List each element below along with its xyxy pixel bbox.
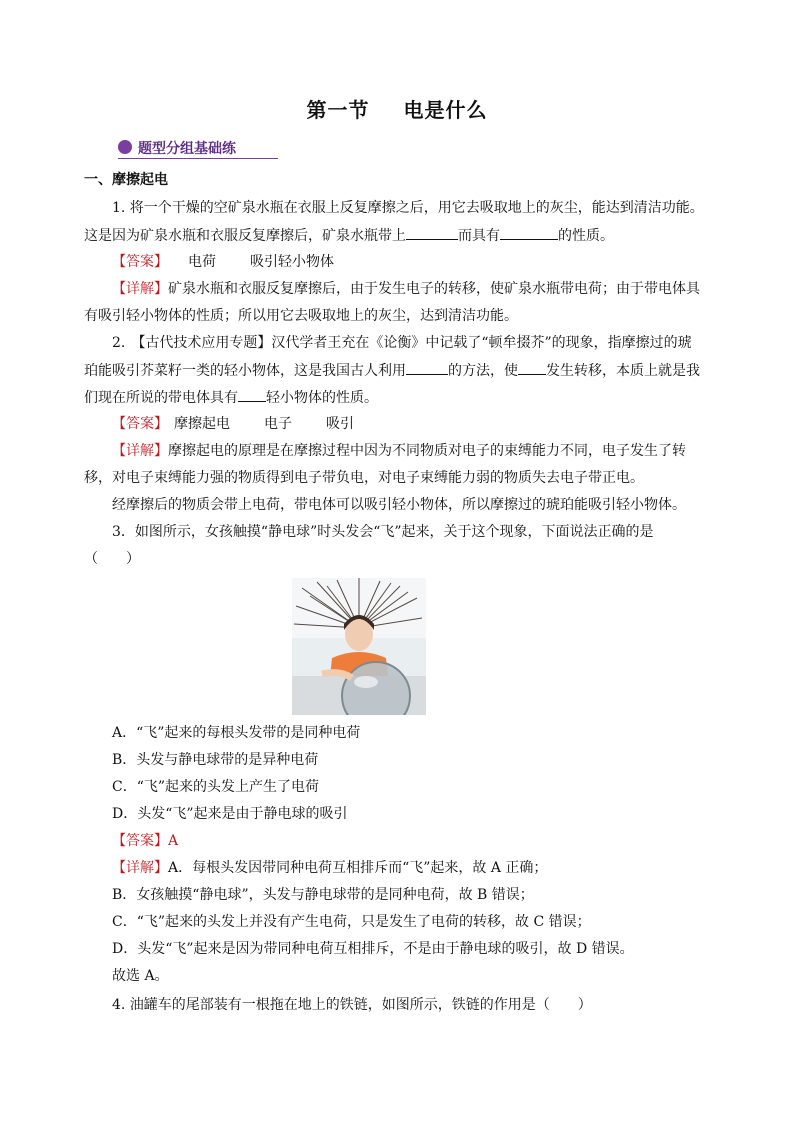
q4-stem-line1: 4. 油罐车的尾部装有一根拖在地上的铁链，如图所示，铁链的作用是（ ） <box>112 997 592 1013</box>
q3-option-a: A．“飞”起来的每根头发带的是同种电荷 <box>112 725 361 741</box>
q1-detail-line1: 【详解】矿泉水瓶和衣服反复摩擦后，由于发生电子的转移，使矿泉水瓶带电荷；由于带电体具 <box>112 281 700 297</box>
q3-option-c: C．“飞”起来的头发上产生了电荷 <box>112 779 320 795</box>
answer-blank <box>518 360 546 375</box>
q2-detail-line2: 移，对电子束缚能力强的物质得到电子带负电，对电子束缚能力弱的物质失去电子带正电。 <box>84 470 644 486</box>
section-banner <box>118 138 278 159</box>
q3-option-b: B．头发与静电球带的是异种电荷 <box>112 752 319 768</box>
answer-tag: 【答案】 <box>112 254 168 270</box>
static-ball-photo <box>292 578 426 715</box>
q2-detail-line3: 经摩擦后的物质会带上电荷，带电体可以吸引轻小物体，所以摩擦过的琥珀能吸引轻小物体。 <box>112 497 686 513</box>
q3-option-d: D．头发“飞”起来是由于静电球的吸引 <box>112 806 348 822</box>
q3-detail-line1: 【详解】A．每根头发因带同种电荷互相排斥而“飞”起来，故 A 正确； <box>112 860 548 876</box>
q2-answer: 【答案】 摩擦起电 电子 吸引 <box>112 416 354 432</box>
q2-detail-line1: 【详解】摩擦起电的原理是在摩擦过程中因为不同物质对电子的束缚能力不同，电子发生了转 <box>112 443 686 459</box>
title-section-number: 第一节 <box>306 98 370 122</box>
q1-stem-line1: 1. 将一个干燥的空矿泉水瓶在衣服上反复摩擦之后，用它去吸取地上的灰尘，能达到清洁功能。 <box>112 200 704 216</box>
q1-answer: 【答案】 电荷 吸引轻小物体 <box>112 254 334 270</box>
q3-conclusion: 故选 A。 <box>112 968 169 984</box>
q3-stem-line2: （ ） <box>84 551 140 567</box>
q1-stem-line2: 这是因为矿泉水瓶和衣服反复摩擦后，矿泉水瓶带上 而具有 的性质。 <box>84 225 614 246</box>
q2-stem-line2: 珀能吸引芥菜籽一类的轻小物体，这是我国古人利用 的方法，使 发生转移，本质上就是我 <box>84 360 700 381</box>
q3-detail-line3: C．“飞”起来的头发上并没有产生电荷，只是发生了电荷的转移，故 C 错误； <box>112 914 591 930</box>
answer-blank <box>406 225 458 240</box>
answer-blank <box>406 360 448 375</box>
q3-stem-line1: 3．如图所示，女孩触摸“静电球”时头发会“飞”起来，关于这个现象，下面说法正确的是 <box>112 524 654 540</box>
q2-stem-line3: 们现在所说的带电体具有 轻小物体的性质。 <box>84 387 378 408</box>
detail-tag: 【详解】 <box>112 281 168 297</box>
q3-answer: 【答案】A <box>112 833 179 849</box>
answer-blank <box>500 225 558 240</box>
title-topic: 电是什么 <box>403 98 488 122</box>
answer-blank <box>238 387 266 402</box>
detail-tag: 【详解】 <box>112 443 168 459</box>
q1-detail-line2: 有吸引轻小物体的性质；所以用它去吸取地上的灰尘，达到清洁功能。 <box>84 308 518 324</box>
page-title <box>0 94 794 123</box>
subsection-heading: 一、摩擦起电 <box>84 172 168 188</box>
bullet-dot-icon <box>118 140 132 154</box>
answer-tag: 【答案】 <box>112 833 168 849</box>
girl-static-ball-image <box>292 578 426 715</box>
q3-detail-line4: D．头发“飞”起来是因为带同种电荷互相排斥，不是由于静电球的吸引，故 D 错误。 <box>112 941 634 957</box>
answer-tag: 【答案】 <box>112 416 168 432</box>
q2-stem-line1: 2. 【古代技术应用专题】汉代学者王充在《论衡》中记载了“顿牟掇芥”的现象，指摩擦过的琥 <box>112 335 692 351</box>
q3-detail-line2: B．女孩触摸“静电球”，头发与静电球带的是同种电荷，故 B 错误； <box>112 887 534 903</box>
section-label: 题型分组基础练 <box>138 141 236 157</box>
detail-tag: 【详解】 <box>112 860 168 876</box>
